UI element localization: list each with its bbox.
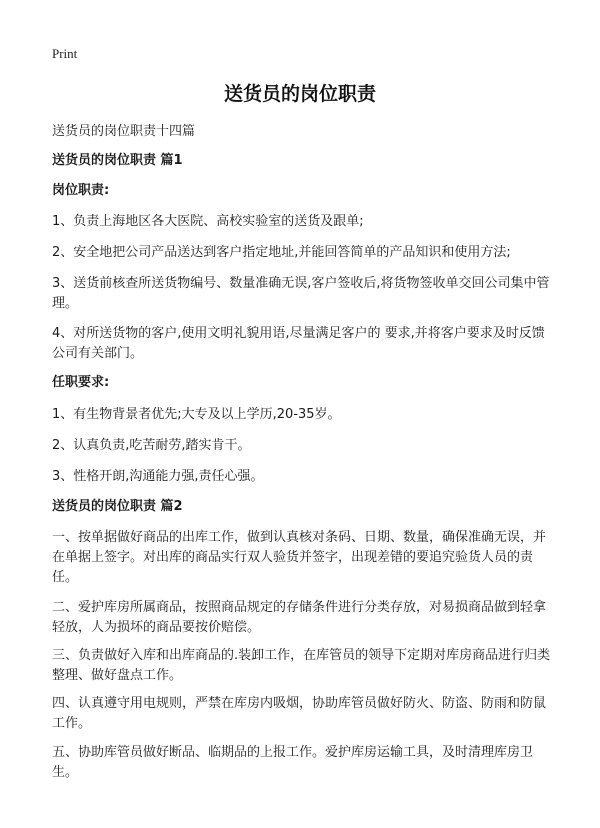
section2-item: 二、爱护库房所属商品，按照商品规定的存储条件进行分类存放，对易损商品做到轻拿轻放，人为损坏的商品要按价赔偿。 bbox=[52, 600, 547, 635]
print-label: Print bbox=[52, 46, 78, 61]
page-title: 送货员的岗位职责 bbox=[223, 83, 376, 105]
requirement-item: 1、有生物背景者优先;大专及以上学历,20-35岁。 bbox=[52, 407, 341, 422]
section2-item: 四、认真遵守用电规则，严禁在库房内吸烟，协助库管员做好防火、防盗、防雨和防鼠工作。 bbox=[52, 696, 547, 731]
document-subtitle: 送货员的岗位职责十四篇 bbox=[52, 124, 196, 139]
duty-item: 4、对所送货物的客户,使用文明礼貌用语,尽量满足客户的 要求,并将客户要求及时反馈公司有关部门。 bbox=[52, 326, 545, 361]
requirement-item: 3、性格开朗,沟通能力强,责任心强。 bbox=[52, 469, 264, 484]
section2-item: 一、按单据做好商品的出库工作，做到认真核对条码、日期、数量，确保准确无误，并在单据上签字。对出库的商品实行双人验货并签字，出现差错的要追究验货人员的责任。 bbox=[52, 530, 547, 585]
requirements-heading: 任职要求: bbox=[52, 375, 110, 390]
duty-item: 3、送货前核查所送货物编号、数量准确无误,客户签收后,将货物签收单交回公司集中管理。 bbox=[52, 276, 550, 311]
section2-heading: 送货员的岗位职责 篇2 bbox=[52, 499, 183, 514]
section1-heading: 送货员的岗位职责 篇1 bbox=[52, 153, 183, 168]
requirement-item: 2、认真负责,吃苦耐劳,踏实肯干。 bbox=[52, 438, 251, 453]
duty-item: 1、负责上海地区各大医院、高校实验室的送货及跟单; bbox=[52, 214, 364, 229]
duties-heading: 岗位职责: bbox=[52, 183, 110, 198]
duty-item: 2、安全地把公司产品送达到客户指定地址,并能回答简单的产品知识和使用方法; bbox=[52, 245, 511, 260]
section2-item: 五、协助库管员做好断品、临期品的上报工作。爱护库房运输工具，及时清理库房卫生。 bbox=[52, 745, 534, 780]
section2-item: 三、负责做好入库和出库商品的.装卸工作，在库管员的领导下定期对库房商品进行归类整理、做好盘点工作。 bbox=[52, 648, 551, 683]
